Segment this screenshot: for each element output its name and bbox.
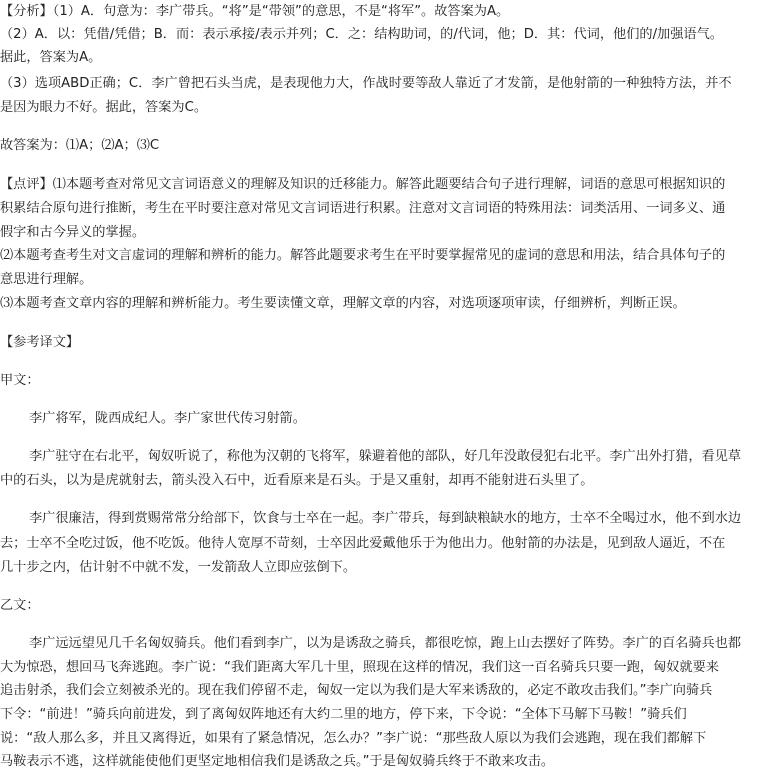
jia-paragraph-2-line-1: 李广驻守在右北平，匈奴听说了，称他为汉朝的飞将军，躲避着他的部队，好几年没敢侵犯右北平。李广出外打猎，看见草 (29, 449, 742, 464)
analysis-line-3: 据此，答案为A。 (0, 50, 102, 65)
yi-paragraph-1-line-1: 李广远远望见几千名匈奴骑兵。他们看到李广，以为是诱敌之骑兵，都很吃惊，跑上山去摆好了阵势。李广的百名骑兵也都 (29, 636, 742, 651)
jia-paragraph-3-line-2: 去；士卒不全吃过饭，他不吃饭。他待人宽厚不苛刻，士卒因此爱戴他乐于为他出力。他射箭的办法是，见到敌人逼近，不在 (0, 536, 726, 551)
comment-line-5: 意思进行理解。 (0, 272, 93, 287)
analysis-line-2: （2）A．以：凭借/凭借；B．而：表示承接/表示并列；C．之：结构助词，的/代词，他；D．其：代词，他们的/加强语气。 (0, 27, 723, 42)
comment-line-4: ⑵本题考查考生对文言虚词的理解和辨析的能力。解答此题要求考生在平时要掌握常见的虚词的意思和用法，结合具体句子的 (0, 248, 726, 263)
yi-paragraph-1-line-2: 大为惊恐，想回马飞奔逃跑。李广说：“我们距离大军几十里，照现在这样的情况，我们这一百名骑兵只要一跑，匈奴就要来 (0, 660, 719, 675)
analysis-line-4: （3）选项ABD正确；C．李广曾把石头当虎，是表现他力大，作战时要等敌人靠近了才发箭，是他射箭的一种独特方法，并不 (0, 76, 732, 91)
comment-line-3: 假字和古今异义的掌握。 (0, 225, 146, 240)
jia-paragraph-3-line-1: 李广很廉洁，得到赏赐常常分给部下，饮食与士卒在一起。李广带兵，每到缺粮缺水的地方，士卒不全喝过水，他不到水边 (29, 511, 742, 526)
answer-line: 故答案为：⑴A；⑵A；⑶C (0, 138, 160, 153)
jia-paragraph-2-line-2: 中的石头，以为是虎就射去，箭头没入石中，近看原来是石头。于是又重射，却再不能射进石头里了。 (0, 473, 594, 488)
yi-paragraph-1-line-3: 追击射杀，我们会立刻被杀光的。现在我们停留不走，匈奴一定以为我们是大军来诱敌的，必定不敢攻击我们。”李广向骑兵 (0, 683, 713, 698)
translation-heading: 【参考译文】 (0, 335, 80, 350)
jia-paragraph-3-line-3: 几十步之内，估计射不中就不发，一发箭敌人立即应弦倒下。 (0, 560, 357, 575)
analysis-line-1: 【分析】（1）A．句意为：李广带兵。“将”是“带领”的意思，不是“将军”。故答案为A。 (0, 4, 510, 19)
jia-paragraph-1: 李广将军，陇西成纪人。李广家世代传习射箭。 (29, 411, 306, 426)
yi-paragraph-1-line-6: 马鞍表示不逃，这样就能使他们更坚定地相信我们是诱敌之兵。”于是匈奴骑兵终于不敢来攻击。 (0, 754, 555, 769)
yi-label: 乙文： (0, 598, 40, 613)
yi-paragraph-1-line-5: 说：“敌人那么多，并且又离得近，如果有了紧急情况，怎么办？”李广说：“那些敌人原以为我们会逃跑，现在我们都解下 (0, 731, 707, 746)
comment-line-2: 积累结合原句进行推断，考生在平时要注意对常见文言词语进行积累。注意对文言词语的特殊用法：词类活用、一词多义、通 (0, 201, 726, 216)
comment-line-1: 【点评】⑴本题考查对常见文言词语意义的理解及知识的迁移能力。解答此题要结合句子进行理解，词语的意思可根据知识的 (0, 177, 726, 192)
jia-label: 甲文： (0, 373, 40, 388)
comment-line-6: ⑶本题考查文章内容的理解和辨析能力。考生要读懂文章，理解文章的内容，对选项逐项审读，仔细辨析，判断正误。 (0, 296, 686, 311)
analysis-line-5: 是因为眼力不好。据此，答案为C。 (0, 100, 208, 115)
yi-paragraph-1-line-4: 下令：“前进！”骑兵向前进发，到了离匈奴阵地还有大约二里的地方，停下来，下令说：“全体下马解下马鞍！”骑兵们 (0, 707, 687, 722)
